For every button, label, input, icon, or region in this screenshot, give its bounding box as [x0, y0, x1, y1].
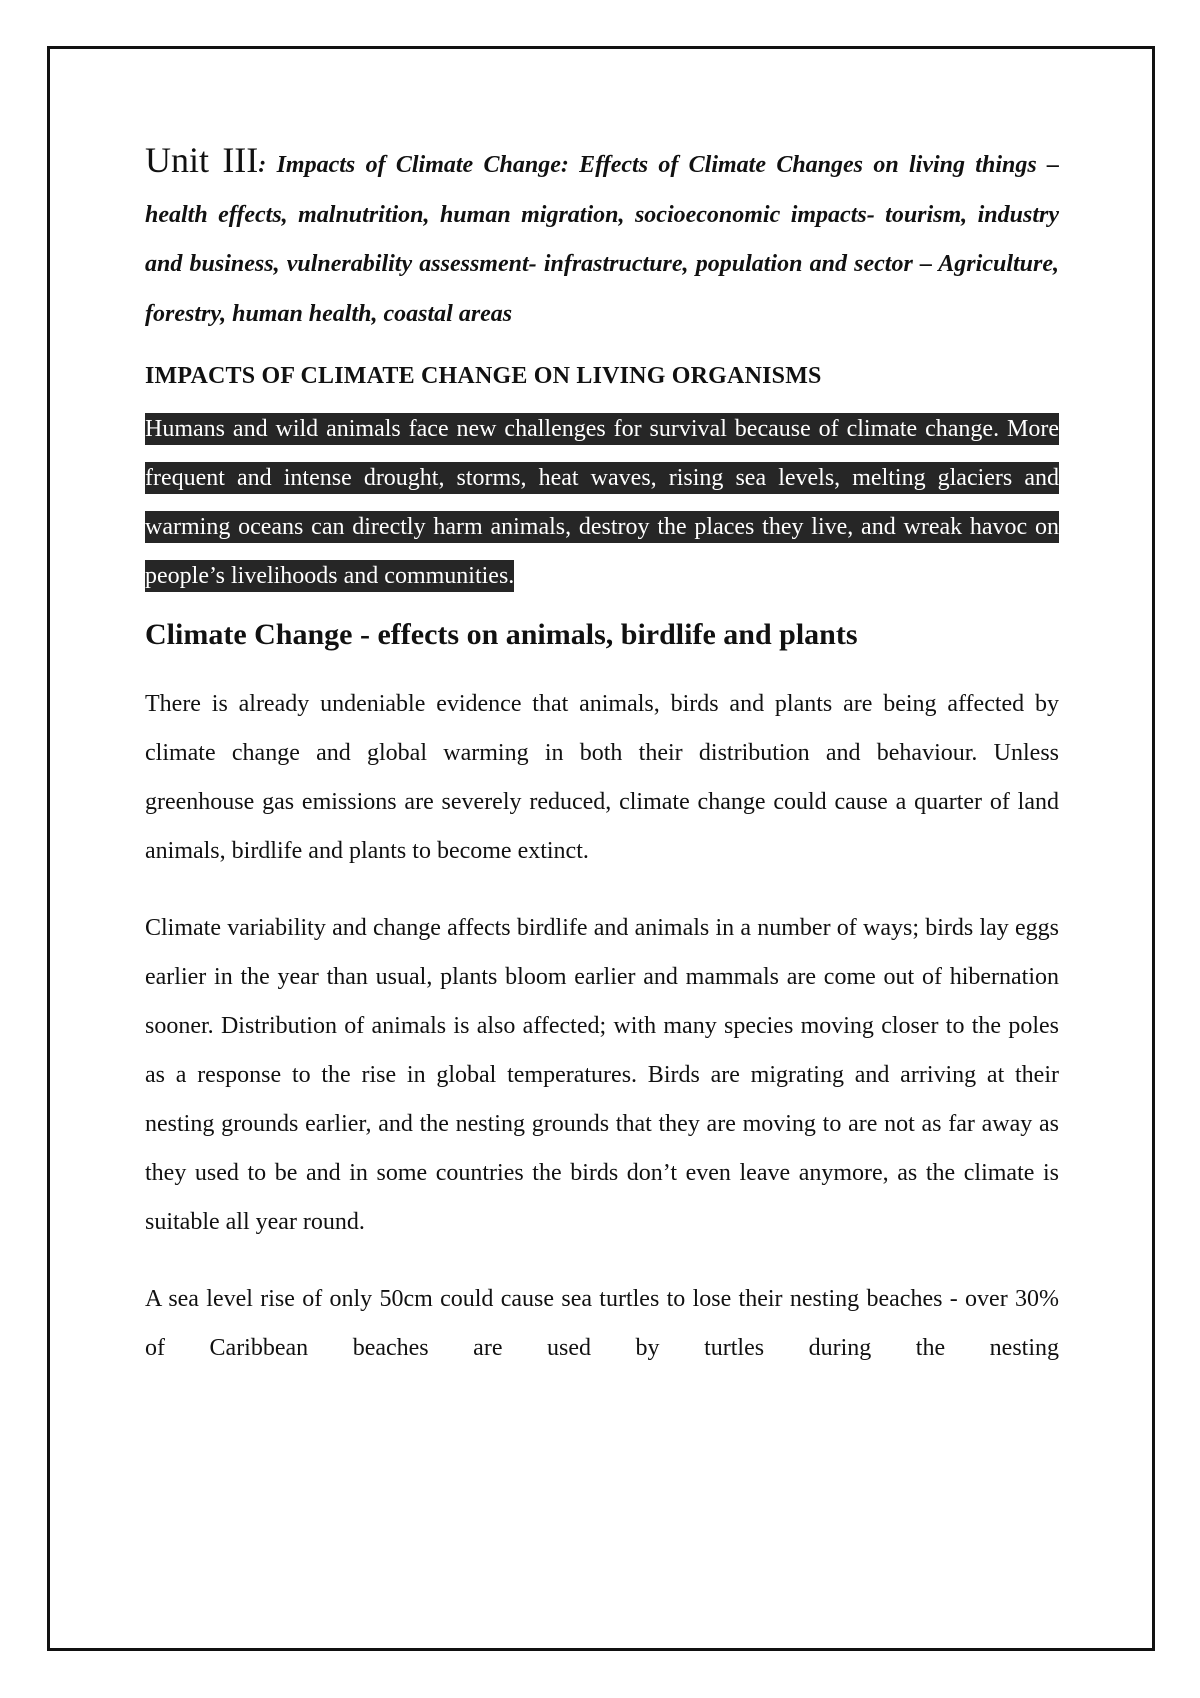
highlighted-paragraph: [145, 405, 1059, 601]
paragraph-extinction: There is already undeniable evidence that animals, birds and plants are being affected by climate change and global warming in both their distribution and behaviour. Unless greenhouse gas emissions are severely reduced, climate change could cause a quarter of land animals, birdlife and plants to become extinct.: [145, 691, 1059, 864]
unit-title: : Impacts of Climate Change: Effects of Climate Changes on living things – health effects, malnutrition, human migration, socioeconomic impacts- tourism, industry and business, vulnerability assessment- infrastructure, population and sector – Agriculture, forestry, human health, coastal areas: [145, 152, 1059, 327]
unit-label: Unit III: [145, 140, 259, 180]
highlighted-text: Humans and wild animals face new challenges for survival because of climate change. More frequent and intense drought, storms, heat waves, rising sea levels, melting glaciers and warming oceans can directly harm animals, destroy the places they live, and wreak havoc on people’s livelihoods and communities.: [145, 413, 1059, 592]
paragraph-sea-level: A sea level rise of only 50cm could cause sea turtles to lose their nesting beaches - over 30% of Caribbean beaches are used by turtles during the nesting: [145, 1286, 1059, 1361]
unit-heading: [145, 136, 1059, 339]
document-content: [145, 136, 1059, 1373]
paragraph-climate-variability: Climate variability and change affects birdlife and animals in a number of ways; birds lay eggs earlier in the year than usual, plants bloom earlier and mammals are come out of hibernation sooner. Distribution of animals is also affected; with many species moving closer to the poles as a response to the rise in global temperatures. Birds are migrating and arriving at their nesting grounds earlier, and the nesting grounds that they are moving to are not as far away as they used to be and in some countries the birds don’t even leave anymore, as the climate is suitable all year round.: [145, 915, 1059, 1235]
subsection-heading: Climate Change - effects on animals, birdlife and plants: [145, 618, 858, 651]
section-heading: IMPACTS OF CLIMATE CHANGE ON LIVING ORGANISMS: [145, 363, 822, 389]
